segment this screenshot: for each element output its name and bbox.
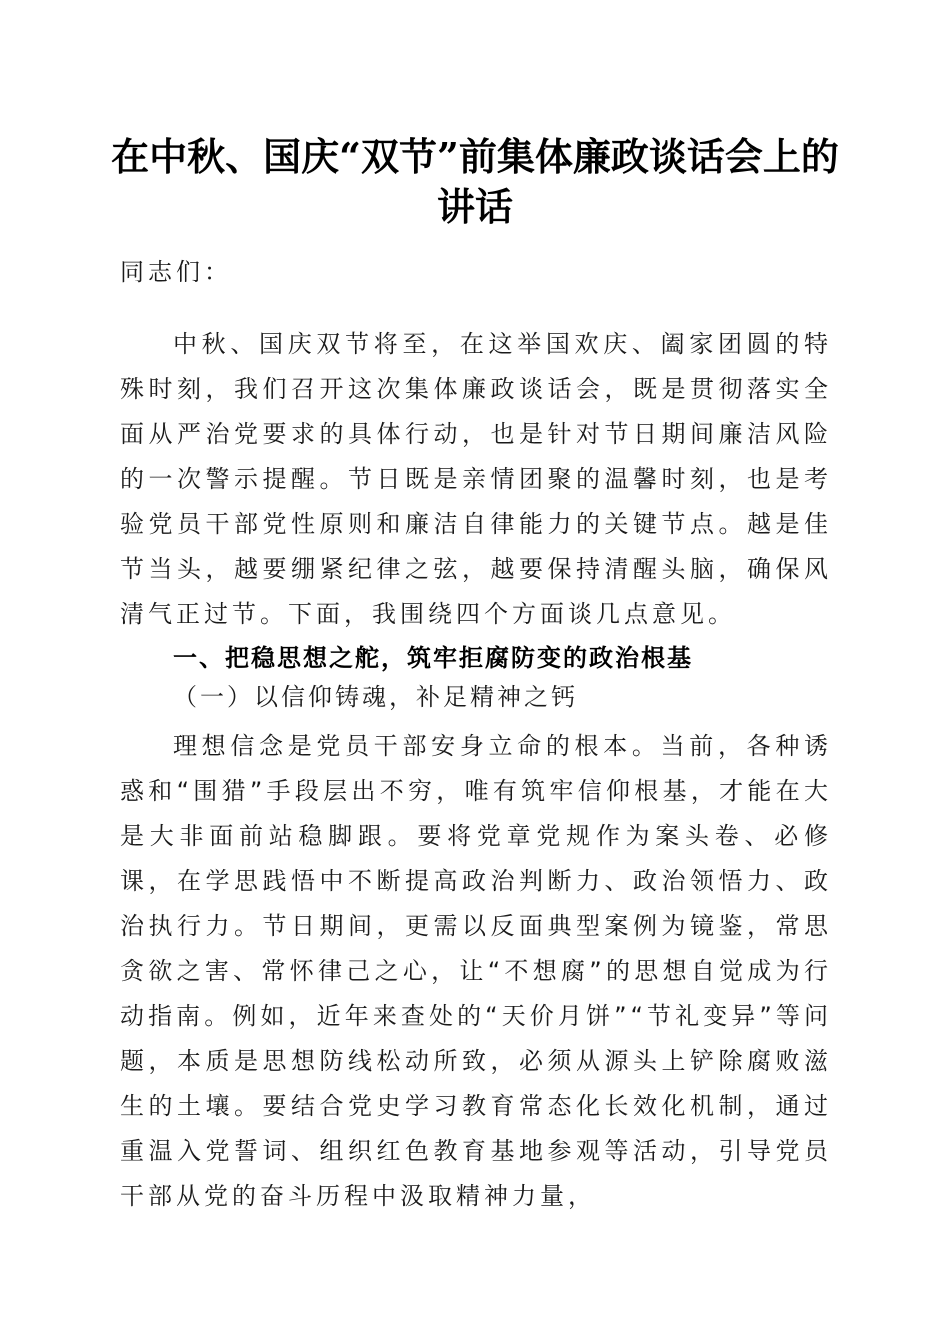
subsection-heading: （一）以信仰铸魂，补足精神之钙 xyxy=(173,683,578,711)
salutation: 同志们： xyxy=(120,258,232,286)
body-paragraph: 理想信念是党员干部安身立命的根本。当前，各种诱惑和“围猎”手段层出不穷，唯有筑牢信仰根基，才能在大是大非面前站稳脚跟。要将党章党规作为案头卷、必修课，在学思践悟中不断提高政治判断力、政治领悟力、政治执行力。节日期间，更需以反面典型案例为镜鉴，常思贪欲之害、常怀律己之心，让“不想腐”的思想自觉成为行动指南。例如，近年来查处的“天价月饼”“节礼变异”等问题，本质是思想防线松动所致，必须从源头上铲除腐败滋生的土壤。要结合党史学习教育常态化长效化机制，通过重温入党誓词、组织红色教育基地参观等活动，引导党员干部从党的奋斗历程中汲取精神力量， xyxy=(120,732,832,1210)
intro-paragraph: 中秋、国庆双节将至，在这举国欢庆、阖家团圆的特殊时刻，我们召开这次集体廉政谈话会，既是贯彻落实全面从严治党要求的具体行动，也是针对节日期间廉洁风险的一次警示提醒。节日既是亲情团聚的温馨时刻，也是考验党员干部党性原则和廉洁自律能力的关键节点。越是佳节当头，越要绷紧纪律之弦，越要保持清醒头脑，确保风清气正过节。下面，我围绕四个方面谈几点意见。 xyxy=(120,330,832,628)
section-heading: 一、把稳思想之舵，筑牢拒腐防变的政治根基 xyxy=(173,644,693,672)
document-title: 在中秋、国庆“双节”前集体廉政谈话会上的讲话 xyxy=(111,134,839,229)
